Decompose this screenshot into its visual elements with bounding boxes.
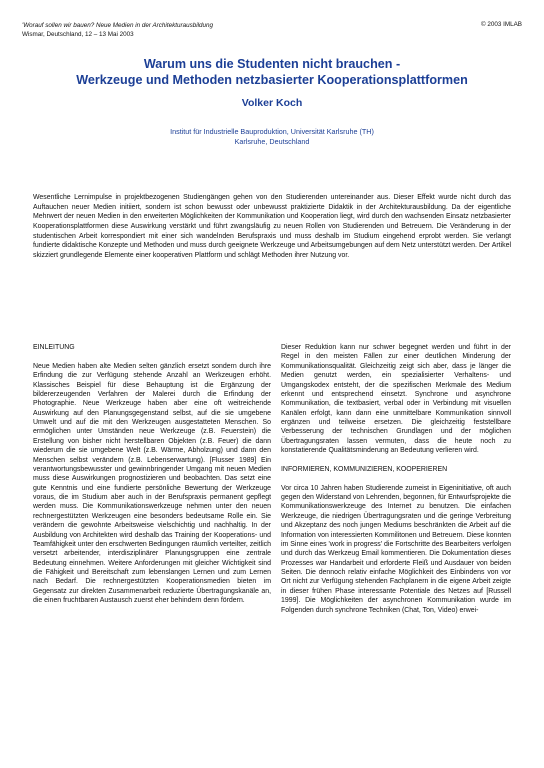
left-column [33,343,271,606]
section-heading-informieren: INFORMIEREN, KOMMUNIZIEREN, KOOPERIEREN [281,465,448,473]
title-line-2: Werkzeuge und Methoden netzbasierter Kooperationsplattformen [76,73,468,87]
paragraph-informieren: Vor circa 10 Jahren haben Studierende zumeist in Eigeninitiative, oft auch gegen den Widerstand von Lehrenden, begonnen, für Entwurfsprojekte die Kommunikationswerkzeuge des Internet zu benutzen. Die einfachen Werkzeuge, die niedrigen Übertragungsraten und die geringe Verbreitung und Akzeptanz des noch jungen Mediums beschränkten die Arbeit auf die Information von interessierten Kommilitonen und Betreuern. Diese konnten im Sinne eines 'work in progress' die Fortschritte des Bearbeiters verfolgen und durch das Werkzeug Email kommentieren. Die Dokumentation dieses Prozesses war Handarbeit und erforderte Fleiß und Ausdauer von beiden Seiten. Die dennoch relativ einfache Möglichkeit des Einbindens von vor Ort nicht zur Verfügung stehenden Fachplanern in die eigene Arbeit zeigte in dieser frühen Phase interessante Potentiale des Netzes auf [Russell 1999]. Die Möglichkeiten der asynchronen Kommunikation wurde im Folgenden durch synchrone Techniken (Chat, Ton, Video) erwei- [281,484,511,614]
paper-title [30,56,514,88]
conference-title: 'Worauf sollen wir bauen? Neue Medien in der Architekturausbildung [22,22,214,29]
author-affiliation [30,127,514,147]
paragraph-continuation: Dieser Reduktion kann nur schwer begegnet werden und führt in der Regel in den meisten Fällen zur einer deutlichen Minderung der Kommunikationsqualität. Gleichzeitig zeigt sich aber, dass je länger die Medien genutzt werden, ein spezialisierter Verhaltens- und Umgangskodex entsteht, der die spezifischen Merkmale des Medium erkennt und entsprechend einsetzt. Synchrone und asynchrone Kommunikation, die textbasiert, verbal oder in Verbindung mit visuellen Kanälen erfolgt, kann dann eine unmittelbare Kommunikation sinnvoll ergänzen und teilweise ersetzen. Die gleichzeitig feststellbare Verbesserung der technischen Grundlagen und der möglichen Übertragungsraten lassen vermuten, dass die heute noch zu konstatierende Qualitätsminderung an Bedeutung verlieren wird. [281,344,511,455]
paragraph-einleitung: Neue Medien haben alte Medien selten gänzlich ersetzt sondern durch ihre Erfindung die zur Verfügung stehende Anzahl an Werkzeugen erhöht. Klassisches Beispiel für diese Behauptung ist die Ergänzung der bildererzeugenden Verfahren der Malerei durch die Erfindung der Photographie. Neue Werkzeuge haben aber eine oft weitreichende Auswirkung auf den Planungsgegenstand selbst, auf die sie umgebene Umwelt und auf die mit den Werkzeugen ausgestatteten Menschen. So ermöglichen unter Umständen neue Werkzeuge (z.B. Feuerstein) die Erstellung von bisher nicht herstellbaren Objekten (z.B. Feuer) die dann wiederum die sie umgebene Welt (z.B. Wärme, Abholzung) und dann den Menschen selbst verändern (z.B. Lebenserwartung). [Flusser 1989] Ein verantwortungsbewusster und gewinnbringender Umgang mit neuen Medien muss diese Auswirkungen prognostizieren und beobachten. Das setzt eine gute Kenntnis und eine fundierte persönliche Bewertung der Werkzeuge voraus, die im Studium aber auch in der Berufspraxis permanent gepflegt werden muss. Die Kommunikationswerkzeuge nehmen unter den neuen rechnergestützten Werkzeugen eine besonders bedeutsame Rolle ein. Sie verändern die gewohnte Arbeitsweise vielschichtig und nachhaltig. In der Ausbildung von Architekten wird deshalb das Training der Kooperations- und Teamfähigkeit unter den erschwerten Bedingungen räumlich verteilter, zeitlich versetzt arbeitender, interdisziplinärer Planungsgruppen eine zentrale Bedeutung einnehmen. Weitere Anforderungen mit gleicher Wichtigkeit sind die Fähigkeit und Bereitschaft zum lebenslangen Lernen und zum Lernen nach Bedarf. Die rechnergestützten Kooperationsmedien bieten im Gegensatz zur direkten Zusammenarbeit reduzierte Übertragungskanäle an, die einen fruchtbaren Austausch zuerst eher behindern denn fördern. [33,362,271,605]
section-heading-einleitung: EINLEITUNG [33,344,75,351]
running-header-left [22,21,213,39]
right-column [281,343,511,615]
affiliation-line-2: Karlsruhe, Deutschland [234,137,310,146]
conference-place-date: Wismar, Deutschland, 12 – 13 Mai 2003 [22,31,134,38]
abstract: Wesentliche Lernimpulse in projektbezogenen Studiengängen gehen von den Studierenden untereinander aus. Dieser Effekt wurde nicht durch das Auftauchen neuer Medien initiiert, sondern ist schon bewusst oder unbewusst praktizierte Didaktik in der Architekturausbildung. Da der eigentliche Mehrwert der neuen Medien in den erweiterten Möglichkeiten der Kommunikation und Kooperation liegt, wird durch den wachsenden Einsatz netzbasierter Kooperationsplattformen diese Auswirkung verstärkt und führt zwangsläufig zu neuen Rollen von Studierenden und Betreuern. Die Veränderung in der studentischen Arbeit korrespondiert mit einer sich wandelnden Berufspraxis und muss deshalb im Studium eingehend erprobt werden. Sie verlangt fundierte didaktische Konzepte und Methoden und muss durch geeignete Werkzeuge und Arbeitsumgebungen auf dem Netz unterstützt werden. Der Artikel skizziert grundlegende Elemente einer kooperativen Plattform und schlägt Methoden ihrer Nutzung vor. [33,194,511,259]
title-line-1: Warum uns die Studenten nicht brauchen - [143,57,401,71]
author-name: Volker Koch [241,97,303,109]
copyright-notice: © 2003 IMLAB [480,21,522,28]
affiliation-line-1: Institut für Industrielle Bauproduktion, Universität Karlsruhe (TH) [170,127,374,136]
